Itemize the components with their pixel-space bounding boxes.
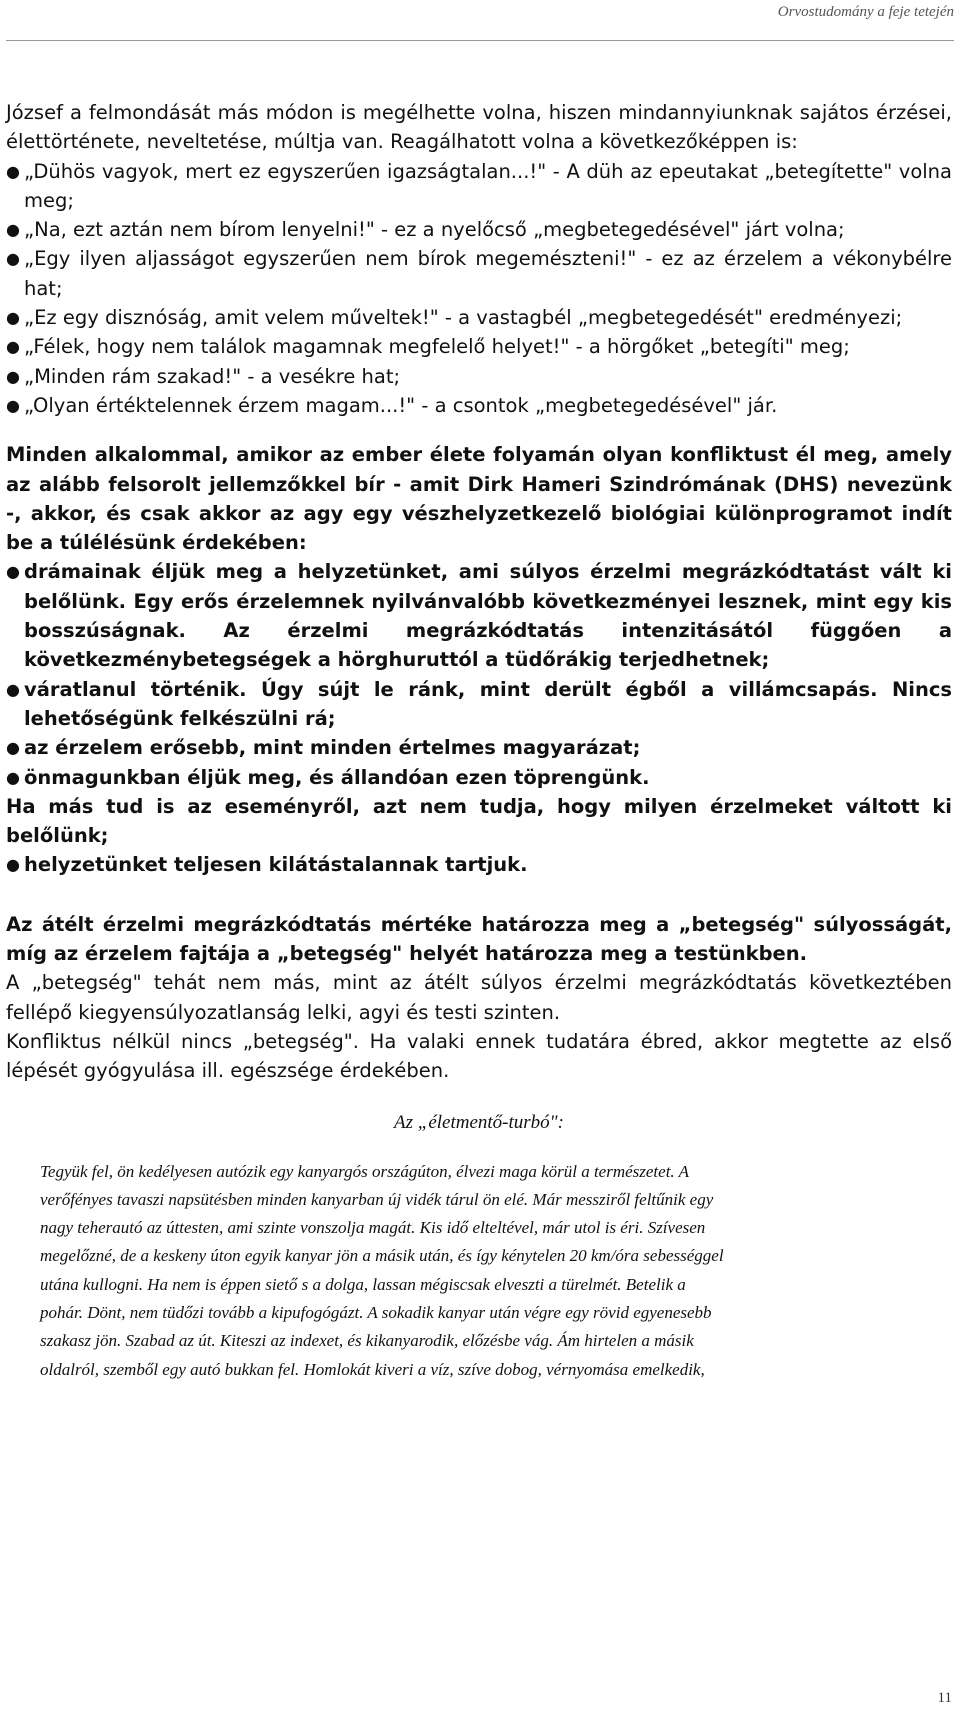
bullet-icon: ● xyxy=(6,220,20,240)
bullet-icon: ● xyxy=(6,738,20,758)
list-item: ● drámainak éljük meg a helyzetünket, ami súlyos érzelmi megrázkódtatást vált ki belőlünk. Egy erős érzelemnek nyilvánvalóbb következményei lesznek, mint egy kis bosszúságnak. Az érzelmi megrázkódtatás intenzitásától függően a következménybetegségek a hörghuruttól a tüdőrákig terjedhetnek; xyxy=(6,557,952,674)
bullet-icon: ● xyxy=(6,161,20,181)
list-item: ● „Ez egy disznóság, amit velem műveltek!" - a vastagbél „megbetegedését" eredményezi; xyxy=(6,303,952,332)
running-header: Orvostudomány a feje tetején xyxy=(777,4,954,20)
bullet-icon: ● xyxy=(6,395,20,415)
list-item: ● „Félek, hogy nem találok magamnak megfelelő helyet!" - a hörgőket „betegíti" meg; xyxy=(6,332,952,361)
body-paragraph: Konfliktus nélkül nincs „betegség". Ha valaki ennek tudatára ébred, akkor megtette az első lépését gyógyulása ill. egészsége érdekében. xyxy=(6,1029,952,1083)
story-line: szakasz jön. Szabad az út. Kiteszi az indexet, és kikanyarodik, előzésbe vág. Ám hirtelen a másik xyxy=(40,1331,694,1351)
conclusion-paragraph: Az átélt érzelmi megrázkódtatás mértéke határozza meg a „betegség" súlyosságát, míg az érzelem fajtája a „betegség" helyét határozza meg a testünkben. xyxy=(6,912,952,966)
bullet-icon: ● xyxy=(6,679,20,699)
dhs-criteria-list xyxy=(6,557,952,791)
intro-paragraph: József a felmondását más módon is megélhette volna, hiszen mindannyiunknak sajátos érzései, élettörténete, neveltetése, múltja van. Reagálhatott volna a következőképpen is: xyxy=(6,101,952,154)
story-line: verőfényes tavaszi napsütésben minden kanyarban új vidék tárul ön elé. Már messziről feltűnik egy xyxy=(40,1189,714,1209)
body-paragraph: A „betegség" tehát nem más, mint az átélt súlyos érzelmi megrázkódtatás következtében fellépő kiegyensúlyozatlanság lelki, agyi és testi szinten. xyxy=(6,971,952,1024)
story-line: oldalról, szemből egy autó bukkan fel. Homlokát kiveri a víz, szíve dobog, vérnyomása emelkedik, xyxy=(40,1359,705,1379)
list-item: ● önmagunkban éljük meg, és állandóan ezen töprengünk. xyxy=(6,763,952,792)
bold-note: Ha más tud is az eseményről, azt nem tudja, hogy milyen érzelmeket váltott ki belőlünk; xyxy=(6,794,952,848)
story-line: megelőzné, de a keskeny úton egyik kanyar jön a másik után, és így kénytelen 20 km/óra sebességgel xyxy=(40,1246,724,1266)
bullet-icon: ● xyxy=(6,562,20,582)
bullet-icon: ● xyxy=(6,855,20,875)
bullet-icon: ● xyxy=(6,249,20,269)
list-item: ● „Olyan értéktelennek érzem magam...!" - a csontok „megbetegedésével" jár. xyxy=(6,391,952,420)
bullet-icon: ● xyxy=(6,337,20,357)
section-title: Az „életmentő-turbó": xyxy=(394,1111,564,1133)
list-item: ● helyzetünket teljesen kilátástalannak tartjuk. xyxy=(6,850,952,879)
list-item: ● váratlanul történik. Úgy sújt le ránk, mint derült égből a villámcsapás. Nincs lehetőségünk felkészülni rá; xyxy=(6,675,952,734)
list-item: ● az érzelem erősebb, mint minden értelmes magyarázat; xyxy=(6,733,952,762)
list-item: ● „Dühös vagyok, mert ez egyszerűen igazságtalan...!" - A düh az epeutakat „betegítette" volna meg; xyxy=(6,157,952,216)
list-item: ● „Na, ezt aztán nem bírom lenyelni!" - ez a nyelőcső „megbetegedésével" járt volna; xyxy=(6,215,952,244)
bullet-icon: ● xyxy=(6,366,20,386)
story-line: nagy teherautó az úttesten, ami szinte vonszolja magát. Kis idő elteltével, már utol is éri. Szívesen xyxy=(40,1218,706,1238)
story-line: utána kullogni. Ha nem is éppen siető s a dolga, lassan mégiscsak elveszti a türelmét. Betelik a xyxy=(40,1274,686,1294)
dhs-criteria-list-cont xyxy=(6,850,952,879)
bullet-icon: ● xyxy=(6,767,20,787)
reaction-list xyxy=(6,157,952,421)
page-body xyxy=(6,98,952,1384)
list-item: ● „Minden rám szakad!" - a vesékre hat; xyxy=(6,362,952,391)
page-number: 11 xyxy=(937,1690,952,1706)
dhs-definition: Minden alkalommal, amikor az ember élete folyamán olyan konfliktust él meg, amely az alább felsorolt jellemzőkkel bír - amit Dirk Hameri Szindrómának (DHS) nevezünk -, akkor, és csak akkor az agy egy vészhelyzetkezelő biológiai különprogramot indít be a túlélésünk érdekében: xyxy=(6,443,952,555)
story-line: Tegyük fel, ön kedélyesen autózik egy kanyargós országúton, élvezi maga körül a természetet. A xyxy=(40,1161,690,1181)
bullet-icon: ● xyxy=(6,308,20,328)
story-line: pohár. Dönt, nem tüdőzi tovább a kipufogógázt. A sokadik kanyar után végre egy rövid egyenesebb xyxy=(40,1302,712,1322)
header-rule xyxy=(6,40,954,41)
list-item: ● „Egy ilyen aljasságot egyszerűen nem bírok megemészteni!" - ez az érzelem a vékonybélre hat; xyxy=(6,244,952,303)
story-text xyxy=(40,1158,880,1384)
